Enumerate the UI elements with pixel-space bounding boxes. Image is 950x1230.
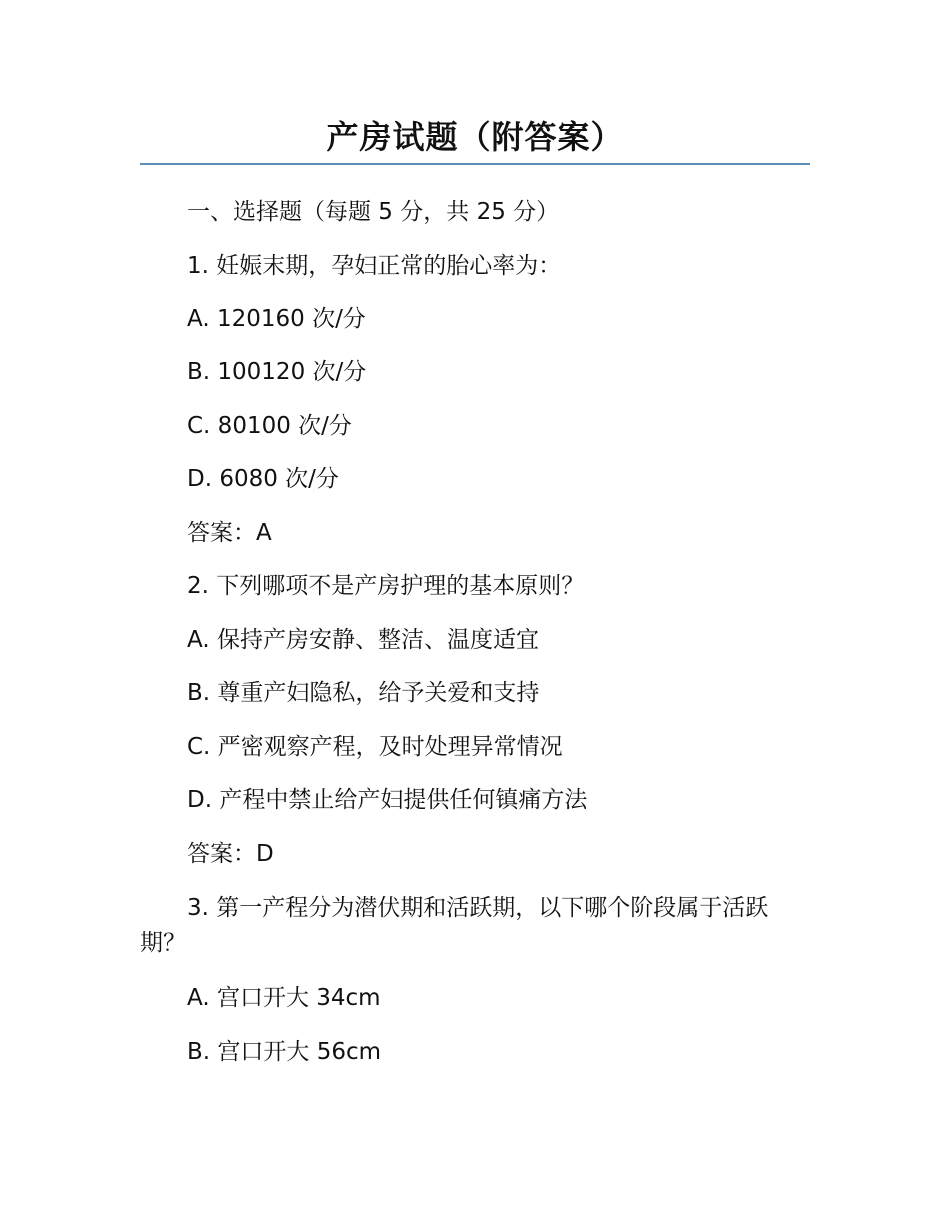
question-3-option-b: B. 宫口开大 56cm xyxy=(187,1039,382,1065)
question-2-option-c: C. 严密观察产程，及时处理异常情况 xyxy=(187,734,563,760)
question-2-answer: 答案：D xyxy=(187,841,274,867)
question-2-option-a: A. 保持产房安静、整洁、温度适宜 xyxy=(187,627,539,653)
question-1-answer: 答案：A xyxy=(187,520,272,546)
document-title: 产房试题（附答案） xyxy=(326,118,624,156)
question-1-option-c: C. 80100 次/分 xyxy=(187,413,352,439)
question-1-option-b: B. 100120 次/分 xyxy=(187,359,367,385)
question-3-stem: 3. 第一产程分为潜伏期和活跃期，以下哪个阶段属于活跃期？ xyxy=(140,895,769,956)
question-2-option-d: D. 产程中禁止给产妇提供任何镇痛方法 xyxy=(187,787,588,813)
section-heading: 一、选择题（每题 5 分，共 25 分） xyxy=(187,199,560,225)
question-3-option-a: A. 宫口开大 34cm xyxy=(187,985,381,1011)
question-1-option-a: A. 120160 次/分 xyxy=(187,306,366,332)
question-1-option-d: D. 6080 次/分 xyxy=(187,466,339,492)
title-divider xyxy=(140,163,810,165)
question-2-option-b: B. 尊重产妇隐私，给予关爱和支持 xyxy=(187,680,540,706)
question-2-stem: 2. 下列哪项不是产房护理的基本原则？ xyxy=(187,573,585,599)
question-1-stem: 1. 妊娠末期，孕妇正常的胎心率为： xyxy=(187,253,562,279)
